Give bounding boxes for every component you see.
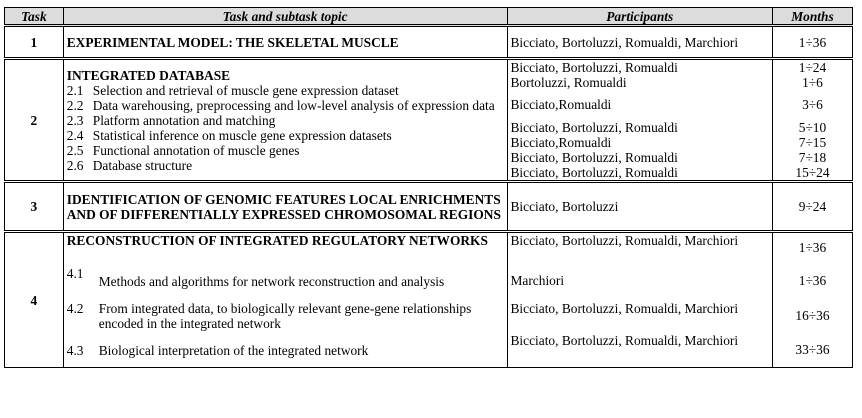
task-table [4,7,853,368]
subtask-text: Biological interpretation of the integrated network [98,342,369,358]
subtask-months: 5÷10 [798,120,827,135]
subtask-months: 16÷36 [795,308,830,323]
task-months-cell [772,232,852,368]
task-topic-cell [63,232,507,368]
task-number: 4 [5,232,64,368]
subtask-item [67,98,504,113]
task-row-4 [5,232,853,368]
subtask-participants: Bicciato, Bortoluzzi, Romualdi [510,150,678,165]
subtask-text: Functional annotation of muscle genes [92,142,300,158]
subtask-item [67,113,504,128]
task-participants: Bicciato, Bortoluzzi [507,182,772,232]
task-title: INTEGRATED DATABASE [66,67,231,83]
subtask-text: Database structure [92,157,193,173]
subtask-number: 2.1 [66,82,84,98]
task-title: IDENTIFICATION OF GENOMIC FEATURES LOCAL ENRICHMENTS AND OF DIFFERENTIALLY EXPRESSED CHROMOSOMAL REGIONS [63,182,507,232]
subtask-item [67,299,504,333]
subtask-number: 4.3 [66,342,84,358]
task-participants-cell [507,59,772,182]
task-row-1 [5,26,853,59]
task-title: EXPERIMENTAL MODEL: THE SKELETAL MUSCLE [63,26,507,59]
subtask-number: 4.1 [66,266,84,281]
task-number: 2 [5,59,64,182]
task-topic-cell [63,59,507,182]
subtask-number: 2.6 [66,157,84,173]
subtask-number: 2.5 [66,142,84,158]
subtask-participants: Bortoluzzi, Romualdi [510,75,627,90]
task-months: 9÷24 [772,182,852,232]
subtask-text: Statistical inference on muscle gene expression datasets [92,127,392,143]
task-months-cell [772,59,852,182]
subtask-number: 4.2 [66,301,84,316]
subtask-item [67,143,504,158]
subtask-months: 1÷6 [802,75,823,90]
subtask-item [67,333,504,367]
subtask-text: Data warehousing, preprocessing and low-level analysis of expression data [92,97,495,113]
subtask-item [67,128,504,143]
task-participants: Bicciato, Bortoluzzi, Romualdi, Marchiori [507,26,772,59]
header-task: Task [5,8,64,26]
task-months: 1÷36 [798,240,827,255]
subtask-text: Platform annotation and matching [92,112,276,128]
subtask-months: 15÷24 [795,165,830,180]
subtask-number: 2.4 [66,127,84,143]
subtask-item [67,158,504,173]
subtask-months: 1÷36 [798,273,827,288]
subtask-participants: Bicciato, Bortoluzzi, Romualdi, Marchiori [510,333,739,348]
task-number: 3 [5,182,64,232]
header-topic: Task and subtask topic [63,8,507,26]
subtask-months: 7÷15 [798,135,827,150]
subtask-participants: Bicciato,Romualdi [510,135,612,150]
subtask-months: 33÷36 [795,342,830,357]
task-participants: Bicciato, Bortoluzzi, Romualdi [510,60,678,75]
task-row-2 [5,59,853,182]
header-participants: Participants [507,8,772,26]
subtask-participants: Marchiori [510,273,565,288]
subtask-item [67,263,504,299]
subtask-item [67,83,504,98]
subtask-participants: Bicciato, Bortoluzzi, Romualdi [510,165,678,180]
task-participants: Bicciato, Bortoluzzi, Romualdi, Marchiori [510,233,739,248]
task-number: 1 [5,26,64,59]
subtask-participants: Bicciato, Bortoluzzi, Romualdi, Marchiori [510,301,739,316]
subtask-months: 3÷6 [802,97,823,112]
header-months: Months [772,8,852,26]
task-months: 1÷24 [798,60,827,75]
subtask-number: 2.3 [66,112,84,128]
task-participants-cell [507,232,772,368]
subtask-participants: Bicciato, Bortoluzzi, Romualdi [510,120,678,135]
subtask-number: 2.2 [66,97,84,113]
task-title: RECONSTRUCTION OF INTEGRATED REGULATORY NETWORKS [66,233,488,248]
header-row [5,8,853,26]
task-months: 1÷36 [772,26,852,59]
subtask-months: 7÷18 [798,150,827,165]
task-row-3 [5,182,853,232]
subtask-text: Selection and retrieval of muscle gene expression dataset [92,82,399,98]
subtask-participants: Bicciato,Romualdi [510,97,612,112]
subtask-text: Methods and algorithms for network reconstruction and analysis [98,273,445,289]
subtask-text: From integrated data, to biologically relevant gene-gene relationships encoded in the integrated network [98,301,472,331]
